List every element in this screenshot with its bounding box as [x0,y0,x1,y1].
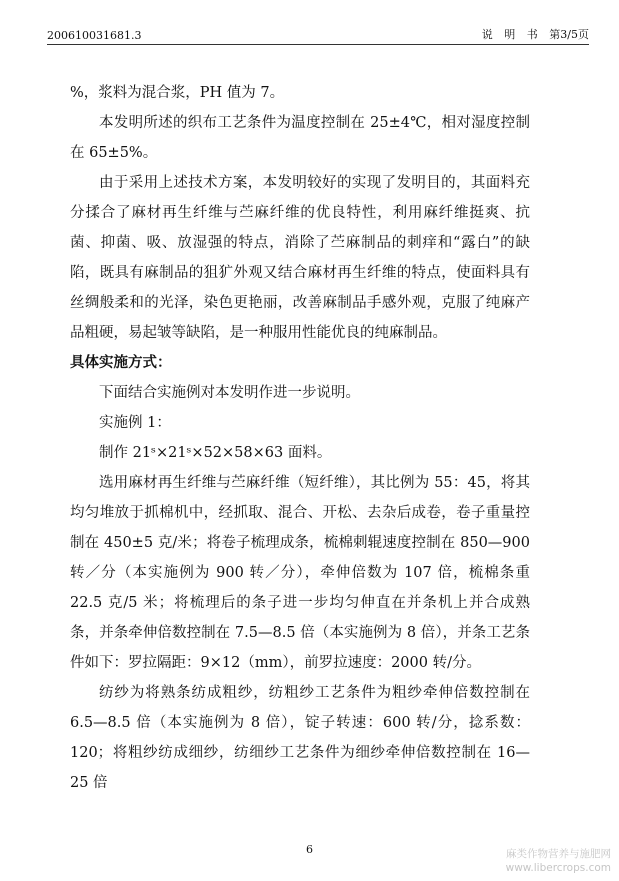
paragraph-intro: 下面结合实施例对本发明作进一步说明。 [99,385,360,401]
document-body [70,78,535,798]
header-title-char: 书 [526,28,538,41]
paragraph-continuation: %，浆料为混合浆，PH 值为 7。 [70,85,285,101]
watermark [506,847,611,875]
watermark-url: www.libercrops.com [505,862,611,874]
header-title-char: 明 [504,28,516,41]
section-heading: 具体实施方式： [70,355,172,371]
header-title-char: 说 [481,28,493,41]
paragraph-carding-process: 选用麻材再生纤维与苎麻纤维（短纤维），其比例为 55：45，将其均匀堆放于抓棉机中，经抓取、混合、开松、去杂后成卷，卷子重量控制在 450±5 克/米；将卷子梳理成条，梳棉刺辊速度控制在 850—900 转／分（本实施例为 900 转／分），牵伸倍数为 107 倍，梳棉条重 22.5 克/5 米；将梳理后的条子进一步均匀伸直在并条机上并合成熟条，并条牵伸倍数控制在 7.5—8.5 倍（本实施例为 8 倍），并条工艺条件如下：罗拉隔距：9×12（mm），前罗拉速度：2000 转/分。 [70,475,535,671]
paragraph-weaving-conditions: 本发明所述的织布工艺条件为温度控制在 25±4℃，相对湿度控制在 65±5%。 [70,115,530,161]
document-number: 200610031681.3 [47,29,142,42]
paragraph-fabric-spec: 制作 21ˢ×21ˢ×52×58×63 面料。 [99,445,332,461]
paragraph-example-title: 实施例 1： [99,415,171,431]
header-page-label: 第3/5页 [549,28,589,41]
paragraph-spinning-process: 纺纱为将熟条纺成粗纱，纺粗纱工艺条件为粗纱牵伸倍数控制在 6.5—8.5 倍（本实施例为 8 倍），锭子转速：600 转/分，捻系数：120；将粗纱纺成细纱，纺细纱工艺条件为细纱牵伸倍数控制在 16—25 倍 [70,685,535,791]
page-header [47,20,589,42]
watermark-line: 麻类作物营养与施肥网 [506,848,611,860]
header-rule [47,44,589,45]
header-right [474,26,589,42]
page-number: 6 [306,843,313,856]
paragraph-advantages: 由于采用上述技术方案，本发明较好的实现了发明目的，其面料充分揉合了麻材再生纤维与苎麻纤维的优良特性，利用麻纤维挺爽、抗菌、抑菌、吸、放湿强的特点，消除了苎麻制品的刺痒和“露白”的缺陷，既具有麻制品的狙犷外观又结合麻材再生纤维的特点，使面料具有丝绸般柔和的光泽，染色更艳丽，改善麻制品手感外观，克服了纯麻产品粗硬，易起皱等缺陷，是一种服用性能优良的纯麻制品。 [70,175,530,341]
